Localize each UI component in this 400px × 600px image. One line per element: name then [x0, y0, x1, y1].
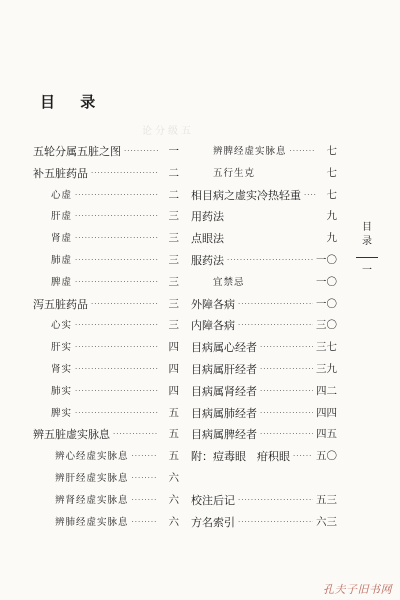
toc-entry-title: 辨五脏虚实脉息 [33, 428, 110, 442]
toc-page-number: 三 [168, 275, 179, 288]
toc-leader-dots [75, 315, 158, 337]
toc-page-number: 四五 [316, 428, 337, 441]
toc-entry[interactable] [33, 512, 179, 534]
toc-leader-dots [91, 163, 158, 185]
toc-left-column [33, 141, 179, 533]
toc-page-number: 四 [168, 384, 179, 397]
toc-page-number: 三 [168, 210, 179, 223]
toc-leader-dots [132, 468, 158, 490]
toc-entry-title: 脾实 [51, 407, 73, 419]
side-tab-label-top: 目 [362, 222, 372, 233]
toc-page-number: 六 [168, 493, 179, 506]
toc-leader-dots [260, 403, 313, 425]
toc-entry[interactable] [191, 228, 337, 250]
toc-leader-dots [227, 250, 313, 272]
toc-leader-dots [75, 185, 158, 207]
toc-page-number: 四 [168, 341, 179, 354]
toc-entry[interactable] [191, 512, 337, 534]
toc-entry-title: 目病属脾经者 [191, 428, 257, 442]
toc-leader-dots [293, 446, 313, 468]
toc-entry-title: 肾虚 [51, 233, 73, 245]
toc-entry[interactable] [33, 228, 179, 250]
toc-page-number: 一〇 [316, 253, 337, 266]
toc-page-number: 二 [168, 188, 179, 201]
toc-entry[interactable] [33, 403, 179, 425]
toc-leader-dots [75, 228, 158, 250]
toc-entry-title: 内障各病 [191, 319, 235, 333]
toc-entry[interactable] [33, 446, 179, 468]
toc-leader-dots [132, 512, 158, 534]
toc-entry[interactable] [191, 468, 337, 490]
toc-entry-title: 校注后记 [191, 493, 235, 507]
toc-entry[interactable] [191, 337, 337, 359]
toc-entry[interactable] [191, 294, 337, 316]
toc-entry[interactable] [191, 490, 337, 512]
toc-entry[interactable] [191, 141, 337, 163]
toc-entry-title: 方名索引 [191, 515, 235, 529]
toc-leader-dots [238, 294, 313, 316]
toc-page-number: 五 [168, 428, 179, 441]
toc-page-number: 三〇 [316, 319, 337, 332]
toc-page-number: 七 [326, 166, 337, 179]
toc-entry-title: 辨肺经虚实脉息 [55, 516, 129, 528]
toc-entry-title: 宜禁忌 [213, 276, 245, 288]
toc-entry-title: 用药法 [191, 210, 224, 224]
toc-entry-title: 肺实 [51, 385, 73, 397]
toc-entry-title: 五轮分属五脏之图 [33, 145, 121, 158]
toc-entry[interactable] [191, 272, 337, 294]
toc-entry[interactable] [33, 294, 179, 316]
toc-leader-dots [124, 141, 158, 163]
toc-leader-dots [238, 490, 313, 512]
toc-leader-dots [75, 250, 158, 272]
toc-page-number: 五 [168, 450, 179, 463]
toc-page-number: 九 [326, 232, 337, 245]
toc-entry-title: 辨肝经虚实脉息 [55, 472, 129, 484]
toc-entry[interactable] [191, 446, 337, 468]
toc-page-number: 六 [168, 471, 179, 484]
toc-page-number: 一〇 [316, 297, 337, 310]
toc-entry[interactable] [33, 185, 179, 207]
toc-leader-dots [238, 315, 313, 337]
toc-page-number: 九 [326, 210, 337, 223]
toc-page-number: 五三 [316, 493, 337, 506]
toc-entry[interactable] [33, 468, 179, 490]
toc-page-number: 二 [168, 166, 179, 179]
toc-leader-dots [132, 446, 158, 468]
toc-page-number: 六 [168, 515, 179, 528]
toc-page-number: 三七 [316, 341, 337, 354]
toc-entry[interactable] [191, 185, 337, 207]
toc-entry[interactable] [191, 359, 337, 381]
toc-entry[interactable] [33, 424, 179, 446]
toc-entry-title: 目病属心经者 [191, 341, 257, 355]
toc-entry[interactable] [33, 272, 179, 294]
toc-entry-title: 肝虚 [51, 211, 73, 223]
toc-right-column [191, 141, 337, 533]
toc-entry-title: 辨肾经虚实脉息 [55, 494, 129, 506]
toc-entry-title: 脾虚 [51, 276, 73, 288]
toc-entry-title: 泻五脏药品 [33, 297, 88, 311]
toc-entry[interactable] [191, 206, 337, 228]
toc-entry[interactable] [33, 337, 179, 359]
toc-entry[interactable] [191, 250, 337, 272]
toc-page-number: 三 [168, 297, 179, 310]
toc-page-number: 五 [168, 406, 179, 419]
toc-entry[interactable] [191, 403, 337, 425]
toc-entry-title: 心实 [51, 320, 73, 332]
toc-entry[interactable] [33, 141, 179, 163]
toc-page-number: 七 [326, 145, 337, 157]
faint-background-text: 论分级五 [142, 126, 194, 137]
toc-leader-dots [260, 381, 313, 403]
toc-entry[interactable] [33, 381, 179, 403]
page-title: 目 录 [40, 93, 106, 111]
toc-leader-dots [91, 294, 158, 316]
toc-page-number: 四 [168, 362, 179, 375]
toc-entry[interactable] [33, 315, 179, 337]
toc-page-number: 三九 [316, 362, 337, 375]
toc-entry[interactable] [191, 315, 337, 337]
toc-leader-dots [75, 337, 158, 359]
toc-leader-dots [75, 206, 158, 228]
side-tab-page-number: 一 [362, 265, 372, 276]
toc-entry-title: 辨心经虚实脉息 [55, 451, 129, 463]
toc-leader-dots [75, 403, 158, 425]
toc-leader-dots [260, 424, 313, 446]
side-tab-divider [356, 257, 378, 258]
toc-leader-dots [260, 337, 313, 359]
toc-entry[interactable] [191, 424, 337, 446]
toc-entry[interactable] [33, 359, 179, 381]
toc-leader-dots [75, 272, 158, 294]
toc-leader-dots [132, 490, 158, 512]
toc-leader-dots [260, 359, 313, 381]
toc-page-number: 七 [326, 188, 337, 201]
watermark-logo: 孔夫子旧书网 [323, 583, 392, 596]
toc-leader-dots [290, 141, 316, 163]
toc-entry-title: 五行生克 [213, 167, 256, 179]
toc-entry-title: 目病属肺经者 [191, 406, 257, 420]
toc-entry-title: 心虚 [51, 189, 73, 201]
toc-page-number: 五〇 [316, 450, 337, 463]
toc-entry-title: 肾实 [51, 363, 73, 375]
side-tab-label-bottom: 录 [362, 236, 372, 247]
toc-entry[interactable] [191, 163, 337, 185]
toc-entry[interactable] [191, 381, 337, 403]
toc-entry-title: 目病属肝经者 [191, 362, 257, 376]
toc-entry-title: 点眼法 [191, 232, 224, 246]
toc-entry-title: 目病属肾经者 [191, 384, 257, 398]
toc-entry-title: 外障各病 [191, 297, 235, 311]
toc-page-number: 一〇 [316, 275, 337, 288]
toc-entry-title: 肝实 [51, 342, 73, 354]
toc-page-number: 三 [168, 232, 179, 245]
toc-page-number: 六三 [316, 515, 337, 528]
toc-entry[interactable] [33, 490, 179, 512]
toc-page-number: 一 [168, 145, 179, 157]
toc-entry-title: 补五脏药品 [33, 166, 88, 180]
toc-entry-title: 相目病之虚实冷热轻重 [191, 188, 301, 202]
toc-entry-title: 附：痘毒眼 疳积眼 [191, 450, 290, 464]
toc-leader-dots [75, 381, 158, 403]
toc-entry[interactable] [33, 163, 179, 185]
toc-page-number: 三 [168, 319, 179, 332]
toc-entry-title: 辨脾经虚实脉息 [213, 146, 287, 157]
toc-entry-title: 服药法 [191, 253, 224, 267]
side-section-tab [356, 221, 378, 278]
toc-leader-dots [113, 424, 158, 446]
toc-entry-title: 肺虚 [51, 254, 73, 266]
toc-leader-dots [75, 359, 158, 381]
toc-page-number: 四二 [316, 384, 337, 397]
toc-page-number: 四四 [316, 406, 337, 419]
toc-leader-dots [304, 185, 316, 207]
toc-entry[interactable] [33, 206, 179, 228]
toc-entry[interactable] [33, 250, 179, 272]
toc-leader-dots [238, 512, 313, 534]
toc-page-number: 三 [168, 253, 179, 266]
